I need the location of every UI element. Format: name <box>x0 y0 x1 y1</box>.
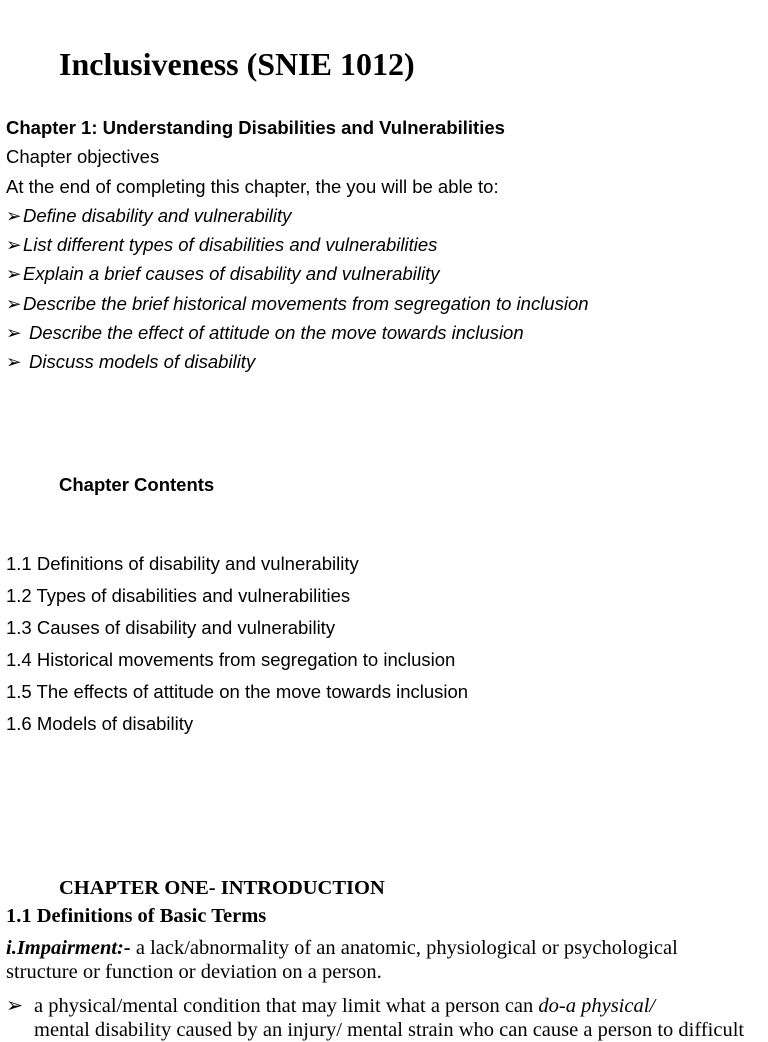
bullet-text: a physical/mental condition that may limit what a person can <box>34 995 539 1017</box>
contents-item: 1.4 Historical movements from segregation to inclusion <box>6 649 456 670</box>
section-heading: 1.1 Definitions of Basic Terms <box>6 905 267 927</box>
arrow-bullet-icon: ➢ <box>6 322 22 344</box>
objective-item <box>6 347 589 376</box>
objective-text: Describe the brief historical movements from segregation to inclusion <box>23 292 589 314</box>
objective-item <box>6 289 589 318</box>
objective-text: Define disability and vulnerability <box>23 204 292 226</box>
contents-list <box>6 548 468 740</box>
arrow-bullet-icon: ➢ <box>6 263 22 285</box>
objective-item <box>6 230 589 259</box>
objective-text: Explain a brief causes of disability and vulnerability <box>23 263 440 285</box>
contents-item: 1.2 Types of disabilities and vulnerabilities <box>6 585 351 606</box>
impairment-text: a lack/abnormality of an anatomic, physiological or psychological structure or function or deviation on a person. <box>6 937 678 983</box>
objective-text: Discuss models of disability <box>29 351 256 373</box>
objectives-section <box>6 113 589 377</box>
impairment-definition <box>6 936 751 984</box>
chapter-heading: Chapter 1: Understanding Disabilities and Vulnerabilities <box>6 117 505 138</box>
bullet-item <box>6 994 655 1018</box>
contents-item: 1.1 Definitions of disability and vulnerability <box>6 553 359 574</box>
arrow-bullet-icon: ➢ <box>6 292 22 314</box>
arrow-bullet-icon: ➢ <box>6 234 22 256</box>
chapter-one-subtitle: - INTRODUCTION <box>208 877 385 899</box>
contents-heading: Chapter Contents <box>59 474 215 495</box>
contents-item: 1.6 Models of disability <box>6 713 194 734</box>
arrow-bullet-icon: ➢ <box>6 995 24 1017</box>
objectives-intro: At the end of completing this chapter, the you will be able to: <box>6 175 499 197</box>
arrow-bullet-icon: ➢ <box>6 351 22 373</box>
objectives-label: Chapter objectives <box>6 146 160 168</box>
impairment-term: i.Impairment:- <box>6 937 131 959</box>
bullet-continuation: mental disability caused by an injury/ mental strain who can cause a person to difficult <box>34 1019 745 1041</box>
document-title: Inclusiveness (SNIE 1012) <box>59 46 415 82</box>
objective-item <box>6 201 589 230</box>
objective-item <box>6 318 589 347</box>
bullet-italic-text: do-a physical/ <box>538 995 656 1017</box>
objective-item <box>6 259 589 288</box>
arrow-bullet-icon: ➢ <box>6 204 22 226</box>
contents-item: 1.3 Causes of disability and vulnerability <box>6 617 336 638</box>
chapter-one-heading <box>59 875 385 901</box>
objective-text: Describe the effect of attitude on the move towards inclusion <box>29 322 524 344</box>
chapter-one-label: CHAPTER ONE <box>59 877 209 899</box>
contents-item: 1.5 The effects of attitude on the move towards inclusion <box>6 681 469 702</box>
objective-text: List different types of disabilities and vulnerabilities <box>23 234 438 256</box>
